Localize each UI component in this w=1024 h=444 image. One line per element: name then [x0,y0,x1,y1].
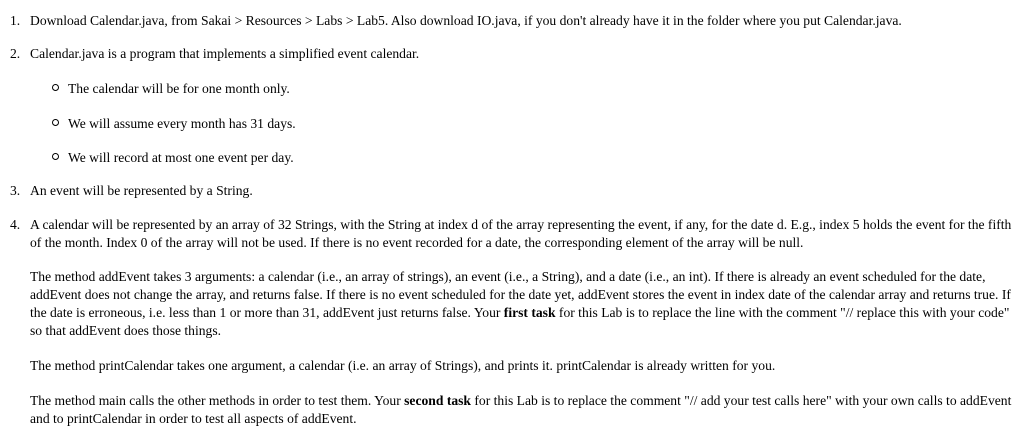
list-item-text: A calendar will be represented by an array of 32 Strings, with the String at index d of the array representing the event, if any, for the date d. E.g., index 5 holds the event for the fifth of the month. Index 0 of the array will not be used. If there is no event recorded for a date, the corresponding element of the array will be null. [30,217,1012,250]
sub-list-item [52,80,290,98]
sub-list-item-text: We will assume every month has 31 days. [68,116,296,131]
second-task-emphasis: second task [404,393,471,408]
first-task-emphasis: first task [503,305,556,320]
sub-list-item-text: We will record at most one event per day. [68,150,294,165]
paragraph-main: The method main calls the other methods in order to test them. Your second task for this Lab is to replace the comment "// add your test calls here" with your own calls to addEvent and to printCalendar in order to test all aspects of addEvent. [30,393,1012,426]
paragraph-addevent: The method addEvent takes 3 arguments: a calendar (i.e., an array of strings), an event (i.e., a String), and a date (i.e., an int). If there is already an event scheduled for the date, addEvent does not change the array, and returns false. If there is no event scheduled for the date yet, addEvent stores the event in index date of the calendar array and returns true. If the date is erroneous, i.e. less than 1 or more than 31, addEvent just returns false. Your first task for this Lab is to replace the line with the comment "// replace this with your code" so that addEvent does those things. [30,269,1011,338]
bullet-circle-icon [52,119,59,126]
list-number: 2. [10,46,21,61]
sub-list-item [52,115,296,133]
list-number: 3. [10,183,21,198]
sub-list-item [52,149,294,167]
list-number: 1. [10,13,21,28]
list-item-text: Calendar.java is a program that implements a simplified event calendar. [30,46,420,61]
paragraph-printcalendar: The method printCalendar takes one argument, a calendar (i.e. an array of Strings), and prints it. printCalendar is already written for you. [30,358,776,373]
list-item-text: An event will be represented by a String. [30,183,253,198]
list-item-text: Download Calendar.java, from Sakai > Resources > Labs > Lab5. Also download IO.java, if you don't already have it in the folder where you put Calendar.java. [30,13,902,28]
bullet-circle-icon [52,84,59,91]
bullet-circle-icon [52,153,59,160]
sub-list-item-text: The calendar will be for one month only. [68,81,290,96]
list-number: 4. [10,217,21,232]
